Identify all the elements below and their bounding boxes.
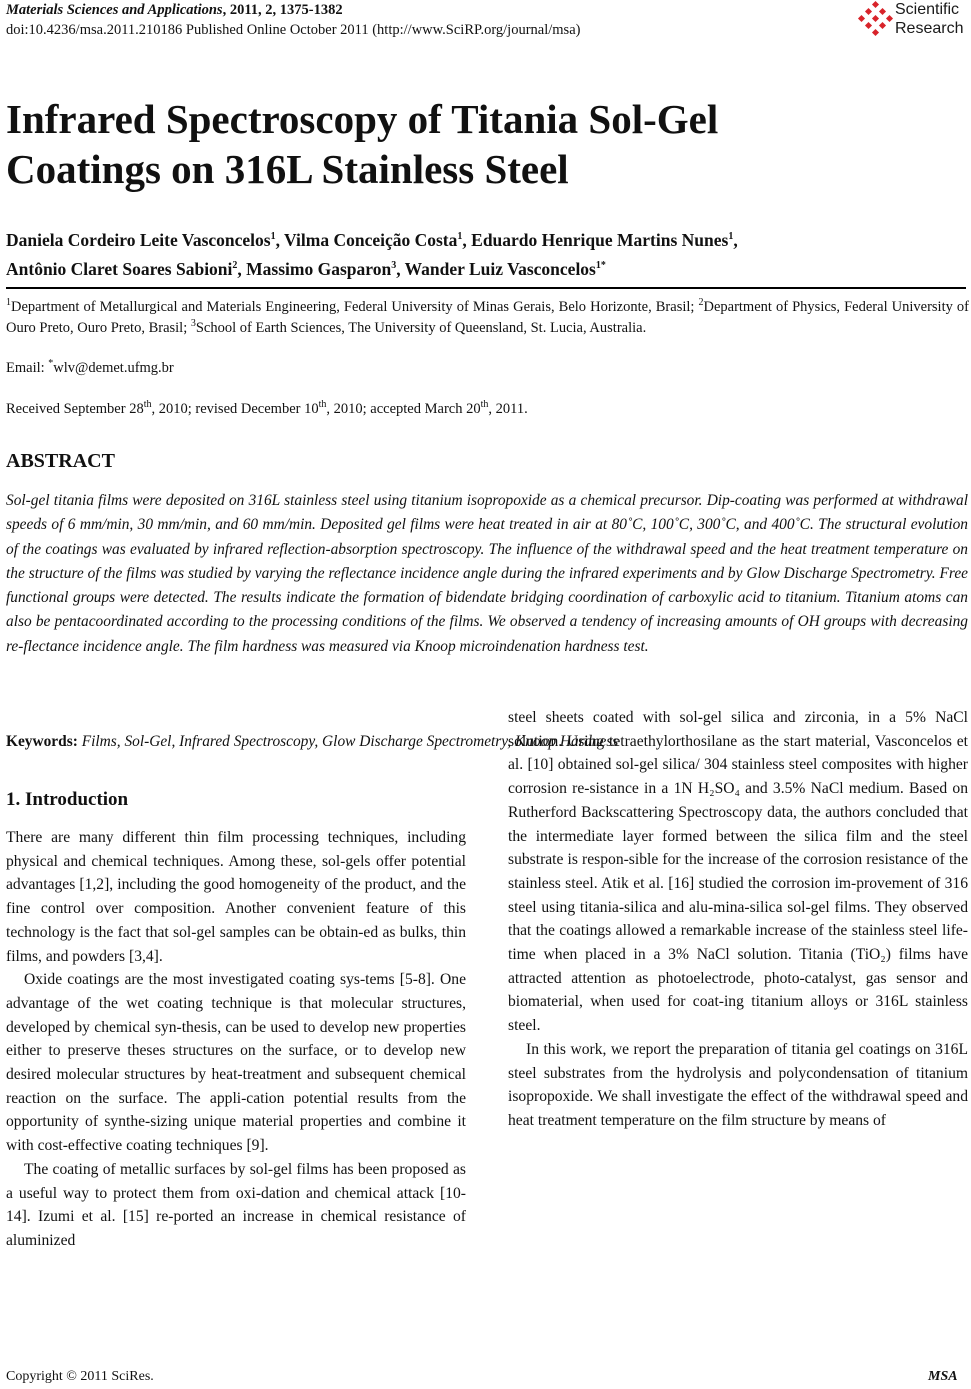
abstract-heading: ABSTRACT xyxy=(6,450,115,472)
email-address[interactable]: wlv@demet.ufmg.br xyxy=(53,360,174,376)
author-name: , Vilma Conceição Costa xyxy=(275,230,458,250)
author-name: , Wander Luiz Vasconcelos xyxy=(396,259,596,279)
author-affil-sup: 3 xyxy=(391,260,397,272)
copyright: Copyright © 2011 SciRes. xyxy=(6,1369,154,1384)
affiliation-text: Department of Physics, Federal University of Ouro Preto, Ouro Preto, Brasil; xyxy=(6,299,969,336)
date-sup: th xyxy=(143,399,152,411)
paragraph: In this work, we report the preparation of titania gel coatings on 316L steel substrates from the hydrolysis and polycondensation of titanium isopropoxide. We shall investigate the effect of the withdrawal speed and heat treatment temperature on the film structure by means of xyxy=(508,1040,968,1129)
author-name: , Massimo Gasparon xyxy=(237,259,392,279)
header-divider xyxy=(6,287,966,289)
journal-volume: , 2011, 2, 1375-1382 xyxy=(222,2,343,18)
date-text: , 2010; accepted March 20 xyxy=(326,401,481,417)
affiliation-text: Department of Metallurgical and Materials Engineering, Federal University of Minas Gerais, Belo Horizonte, Brasil; xyxy=(11,299,699,315)
logo-line-1: Scientific xyxy=(895,1,960,18)
affil-sup: 2 xyxy=(698,297,704,309)
author-separator: , xyxy=(733,230,738,250)
title-line-1: Infrared Spectroscopy of Titania Sol-Gel xyxy=(6,96,719,142)
date-sup: th xyxy=(318,399,327,411)
corresponding-email xyxy=(6,360,174,377)
logo-line-2: Research xyxy=(895,20,964,37)
author-affil-sup: 1 xyxy=(270,231,276,243)
author-name: Antônio Claret Soares Sabioni xyxy=(6,259,233,279)
author-line-1 xyxy=(6,226,966,255)
paragraph: steel sheets coated with sol-gel silica and zirconia, in a 5% NaCl solution. Using tetraethylorthosilane as the start material, Vasconcelos et al. [10] obtained sol-gel silica/ 304 stainless steel composites with higher corrosion re-sistance in a 1N H₂SO₄ and 3.5% NaCl medium. Based on Rutherford Backscattering Spectroscopy data, the authors concluded that the intermediate layer formed between the silica film and the steel substrate is respon-sible for the increase of the corrosion resistance of the stainless steel. Atik et al. [16] studied the corrosion im-provement of 316 steel using titania-silica and alu-mina-silica sol-gel films. They observed that the coatings allowed a remarkable increase of the stainless steel life-time when placed in a 3% NaCl solution. Titania (TiO₂) films have attracted attention as photoelectrode, photo-catalyst, gas sensor and biomaterial, when used for coat-ing titanium alloys or 316L stainless steel. xyxy=(508,709,968,1035)
affil-sup: 3 xyxy=(190,318,196,330)
publisher-logo xyxy=(855,0,971,44)
logo-wordmark xyxy=(895,0,963,38)
email-sup: * xyxy=(48,358,54,370)
paragraph: There are many different thin film processing techniques, including physical and chemical techniques. Among these, sol-gels offer potential advantages [1,2], including the good homogeneity of the product, and the fine control over composition. Another convenient feature of this technology is the fact that sol-gel samples can be obtain-ed as bulks, thin films, and powders [3,4]. xyxy=(6,829,466,965)
author-affil-sup: 1* xyxy=(595,260,606,272)
author-name: Daniela Cordeiro Leite Vasconcelos xyxy=(6,230,271,250)
keywords-label: Keywords xyxy=(6,733,73,750)
paragraph: The coating of metallic surfaces by sol-gel films has been proposed as a useful way to protect them from oxi-dation and chemical attack [10-14]. Izumi et al. [15] re-ported an increase in chemical resistance of aluminized xyxy=(6,1160,466,1249)
logo-mark-icon xyxy=(855,0,895,40)
author-line-2 xyxy=(6,255,966,284)
paper-title xyxy=(6,94,956,194)
author-affil-sup: 1 xyxy=(728,231,734,243)
left-column xyxy=(6,826,466,1253)
affil-sup: 1 xyxy=(6,297,11,309)
date-text: , 2011. xyxy=(488,401,528,417)
keywords-colon: : xyxy=(72,733,82,750)
author-affil-sup: 1 xyxy=(457,231,463,243)
journal-citation xyxy=(6,2,343,19)
author-name: , Eduardo Henrique Martins Nunes xyxy=(462,230,729,250)
email-label: Email: xyxy=(6,360,49,376)
section-heading: 1. Introduction xyxy=(6,789,129,810)
date-text: Received September 28 xyxy=(6,401,144,417)
author-affil-sup: 2 xyxy=(232,260,238,272)
keywords-list: Films, Sol-Gel, Infrared Spectroscopy, Glow Discharge Spectrometry, Knoop Hardness xyxy=(81,733,619,750)
date-sup: th xyxy=(480,399,489,411)
right-column xyxy=(508,706,968,1133)
doi-line: doi:10.4236/msa.2011.210186 Published Online October 2011 (http://www.SciRP.org/journal/msa) xyxy=(6,22,581,38)
journal-abbreviation: MSA xyxy=(928,1369,958,1384)
author-list xyxy=(6,226,966,284)
date-text: , 2010; revised December 10 xyxy=(151,401,319,417)
title-line-2: Coatings on 316L Stainless Steel xyxy=(6,146,569,192)
affiliation-text: School of Earth Sciences, The University of Queensland, St. Lucia, Australia. xyxy=(195,320,647,336)
abstract-body: Sol-gel titania films were deposited on 316L stainless steel using titanium isopropoxide as a chemical precursor. Dip-coating was performed at withdrawal speeds of 6 mm/min, 30 mm/min, and 60 mm/min. Deposited gel films were heat treated in air at 80˚C, 100˚C, 300˚C, and 400˚C. The structural evolution of the coatings was evaluated by infrared reflection-absorption spectroscopy. The influence of the withdrawal speed and the heat treatment temperature on the structure of the films was studied by varying the reflectance incidence angle during the infrared experiments and by Glow Discharge Spectrometry. Free functional groups were detected. The results indicate the formation of bidendate bridging coordination of carboxylic acid to titanium. Titanium atoms can also be pentacoordinated according to the processing conditions of the films. We observed a tendency of increasing amounts of OH groups with decreasing re-flectance incidence angle. The film hardness was measured via Knoop microindenation hardness test. xyxy=(6,492,968,655)
journal-name: Materials Sciences and Applications xyxy=(6,2,223,18)
paragraph: Oxide coatings are the most investigated coating sys-tems [5-8]. One advantage of the wet coating technique is that molecular structures, developed by chemical syn-thesis, can be used to develop new properties either to preserve theses structures on the surface, or to develop new desired molecular structures by heat-treatment and subsequent chemical reaction on the surface. The appli-cation potential results from the opportunity of synthe-sizing unique material properties and combine it with cost-effective coating techniques [9]. xyxy=(6,971,466,1155)
affiliations xyxy=(6,297,969,339)
received-dates xyxy=(6,401,528,418)
